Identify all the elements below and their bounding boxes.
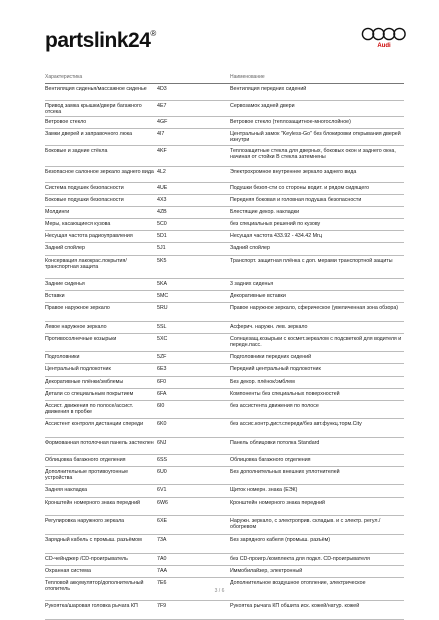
feature-cell: CD-чейнджер /CD-проигрыватель — [45, 555, 128, 562]
feature-cell: Зарядный кабель с промыш. разъёмом — [45, 536, 142, 543]
feature-cell: Рукоятка/шаровая головка рычага КП — [45, 602, 138, 609]
table-row — [45, 231, 404, 243]
feature-cell: Безопасное салонное зеркало заднего вида — [45, 168, 154, 175]
feature-cell: Меры, касающиеся кузова — [45, 221, 111, 228]
code-cell: 6FA — [157, 390, 167, 397]
feature-cell: Вентиляция сиденья/массажное сиденье — [45, 86, 147, 92]
name-cell: Без дополнительных внешних уплотнителей — [230, 468, 340, 475]
code-cell: 7E6 — [157, 579, 167, 586]
feature-cell: Формованная потолочная панель застеклен — [45, 440, 154, 447]
feature-cell: Облицовка багажного отделения — [45, 456, 126, 463]
table-row — [45, 167, 404, 184]
table-row — [45, 303, 404, 322]
name-cell: Передняя боковая и головная подушка безопасности — [230, 197, 362, 204]
feature-cell: Противосолнечные козырьки — [45, 335, 117, 342]
name-cell: без ассистента движения по полосе — [230, 402, 319, 409]
feature-cell: Замки дверей и заправочного люка — [45, 131, 133, 138]
table-row — [45, 352, 404, 364]
table-row — [45, 377, 404, 389]
feature-cell: Кронштейн номерного знака передний — [45, 499, 141, 506]
name-cell: без CD-проигр./комплекта для подкл. CD-проигрывателя — [230, 555, 370, 562]
table-row — [45, 322, 404, 334]
code-cell: 5RU — [157, 304, 168, 311]
code-cell: 5MC — [157, 292, 169, 299]
table-row — [45, 219, 404, 231]
table-row — [45, 129, 404, 146]
feature-cell: Задний спойлер — [45, 245, 85, 252]
audi-logo — [361, 27, 407, 53]
name-cell: 3 задних сиденья — [230, 280, 274, 287]
name-cell: Транспорт. защитная плёнка с доп. мерами транспортной защиты — [230, 257, 393, 264]
name-cell: Щиток номерн. знака (ЕЭК) — [230, 487, 298, 494]
code-cell: 6K0 — [157, 421, 167, 428]
table-row — [45, 195, 404, 207]
code-cell: 73A — [157, 536, 167, 543]
name-cell: Наружн. зеркало, с электроприв. складыв. и с электр. регул./обогревом — [230, 518, 381, 531]
code-cell: 4UE — [157, 185, 168, 192]
code-cell: 5XC — [157, 335, 168, 342]
name-cell: Передний центральный подлокотник — [230, 366, 321, 373]
code-cell: 5J1 — [157, 245, 166, 252]
code-cell: 5KA — [157, 280, 168, 287]
name-cell: Асферич. наружн. лев. зеркало — [230, 323, 308, 330]
feature-cell: Задняя накладка — [45, 487, 88, 494]
feature-cell: Молдинги — [45, 209, 70, 216]
code-cell: 6NJ — [157, 440, 167, 447]
feature-cell: Ассистент контроля дистанции спереди — [45, 421, 144, 428]
feature-cell: Охранная система — [45, 567, 91, 574]
code-cell: 4L2 — [157, 168, 166, 175]
table-row — [45, 516, 404, 535]
name-cell: Солнцезащ.козырьки с космет.зеркалом с подсветкой для водителя и передн.пасс. — [230, 335, 402, 348]
header-feature: Характеристика — [45, 74, 83, 80]
name-cell: Кронштейн номерного знака передний — [230, 499, 326, 506]
code-cell: 6V1 — [157, 487, 167, 494]
code-cell: 4I7 — [157, 131, 165, 138]
name-cell: без ассис.контр.дист.спереди/без авт.функц.торм.City — [230, 421, 362, 428]
name-cell: Декоративные вставки — [230, 292, 286, 299]
name-cell: без специальных решений по кузову — [230, 221, 321, 228]
name-cell: Без зарядного кабеля (промыш. разъём) — [230, 536, 331, 543]
feature-cell: Боковые подушки безопасности — [45, 197, 124, 204]
code-cell: 6SS — [157, 456, 168, 463]
logo-text: partslink24 — [45, 29, 151, 52]
code-cell: 6F0 — [157, 378, 167, 385]
code-cell: 4E7 — [157, 102, 167, 109]
code-cell: 5C0 — [157, 221, 167, 228]
code-cell: 5K5 — [157, 257, 167, 264]
feature-cell: Дополнительные противоугонные устройства — [45, 468, 129, 481]
name-cell: Правое наружное зеркало, сферическое (увеличенная зона обзора) — [230, 304, 399, 311]
code-cell: 7A0 — [157, 555, 167, 562]
table-row — [45, 554, 404, 566]
table-row — [45, 279, 404, 291]
registered-mark: ® — [150, 29, 156, 38]
page-number: 3 / 6 — [214, 588, 225, 594]
code-cell: 4KF — [157, 147, 167, 154]
table-row — [45, 485, 404, 497]
feature-cell: Правое наружное зеркало — [45, 304, 110, 311]
audi-rings-icon — [361, 27, 407, 41]
name-cell: Центральный замок "Keyless-Go" без блокировки открывания дверей изнутри — [230, 131, 401, 144]
name-cell: Электрохромное внутреннее зеркало заднего вида — [230, 168, 357, 175]
table-row — [45, 243, 404, 255]
table-row — [45, 419, 404, 438]
table-row — [45, 438, 404, 455]
code-cell: 5D1 — [157, 233, 167, 240]
feature-cell: Детали со специальным покрытием — [45, 390, 134, 397]
feature-cell: Левое наружное зеркало — [45, 323, 107, 330]
feature-cell: Задние сиденья — [45, 280, 85, 287]
table-row — [45, 601, 404, 620]
audi-brand-text: Audi — [377, 43, 391, 49]
code-cell: 7AA — [157, 567, 168, 574]
name-cell: Облицовка багажного отделения — [230, 456, 311, 463]
feature-cell: Вставки — [45, 292, 65, 299]
code-cell: 7F9 — [157, 602, 167, 609]
table-row — [45, 101, 404, 118]
name-cell: Компоненты без специальных поверхностей — [230, 390, 340, 397]
feature-cell: Ветровое стекло — [45, 119, 87, 126]
table-row — [45, 117, 404, 129]
table-row — [45, 183, 404, 195]
code-cell: 5SL — [157, 323, 167, 330]
feature-cell: Тепловой аккумулятор/дополнительный отопитель — [45, 579, 144, 592]
table-row — [45, 291, 404, 303]
code-cell: 6W6 — [157, 499, 168, 506]
equipment-table — [45, 84, 404, 620]
feature-cell: Ассист. движения по полосе/ассист. движения в пробке — [45, 402, 134, 415]
name-cell: Подушки безоп-сти со стороны водит. и рядом сидящего — [230, 185, 370, 192]
name-cell: Рукоятка рычага КП обшита иск. кожей/натур. кожей — [230, 602, 360, 609]
name-cell: Теплозащитные стекла для дверных, боковых окон и заднего окна, начиная от стойки В стекла затемнены — [230, 147, 396, 160]
table-row — [45, 256, 404, 279]
table-header — [45, 74, 404, 84]
name-cell: Панель облицовки потолка Standard — [230, 440, 320, 447]
table-row — [45, 146, 404, 167]
name-cell: Дополнительное воздушное отопление, электрическое — [230, 579, 366, 586]
table-row — [45, 207, 404, 219]
name-cell: Ветровое стекло (теплозащитное-многослойное) — [230, 119, 351, 126]
table-row — [45, 84, 404, 101]
feature-cell: Центральный подлокотник — [45, 366, 111, 373]
code-cell: 4GF — [157, 119, 168, 126]
name-cell: Иммобилайзер, электронный — [230, 567, 303, 574]
code-cell: 4X3 — [157, 197, 167, 204]
table-row — [45, 498, 404, 517]
table-row — [45, 467, 404, 486]
code-cell: 6U0 — [157, 468, 167, 475]
code-cell: 5ZF — [157, 354, 167, 361]
name-cell: Несущая частота 433.92 - 434.42 Мгц — [230, 233, 323, 240]
table-row — [45, 334, 404, 353]
feature-cell: Подголовники — [45, 354, 80, 361]
feature-cell: Привод замка крышки/двери багажного отсека — [45, 102, 142, 115]
table-row — [45, 566, 404, 578]
table-row — [45, 364, 404, 376]
name-cell: Задний спойлер — [230, 245, 270, 252]
code-cell: 6I0 — [157, 402, 165, 409]
code-cell: 4D3 — [157, 86, 167, 92]
feature-cell: Декоративные плёнки/эмблемы — [45, 378, 124, 385]
code-cell: 6XE — [157, 518, 168, 525]
name-cell: Сервозамок задней двери — [230, 102, 295, 109]
name-cell: Без декор. плёнок/эмблем — [230, 378, 295, 385]
table-row — [45, 389, 404, 401]
table-row — [45, 535, 404, 554]
feature-cell: Система подушек безопасности — [45, 185, 124, 192]
name-cell: Блестящие декор. накладки — [230, 209, 300, 216]
table-row — [45, 455, 404, 467]
feature-cell: Регулировка наружного зеркала — [45, 518, 125, 525]
feature-cell: Консервация лакокрас.покрытия/транспортная защита — [45, 257, 127, 270]
feature-cell: Несущая частота радиоуправления — [45, 233, 133, 240]
partslink24-logo — [45, 30, 156, 51]
header-name: Наименование — [230, 74, 265, 80]
feature-cell: Боковые и задние стёкла — [45, 147, 108, 154]
table-row — [45, 401, 404, 420]
name-cell: Подголовники передних сидений — [230, 354, 312, 361]
code-cell: 4ZB — [157, 209, 167, 216]
code-cell: 6E3 — [157, 366, 167, 373]
name-cell: Вентиляция передних сидений — [230, 86, 307, 92]
